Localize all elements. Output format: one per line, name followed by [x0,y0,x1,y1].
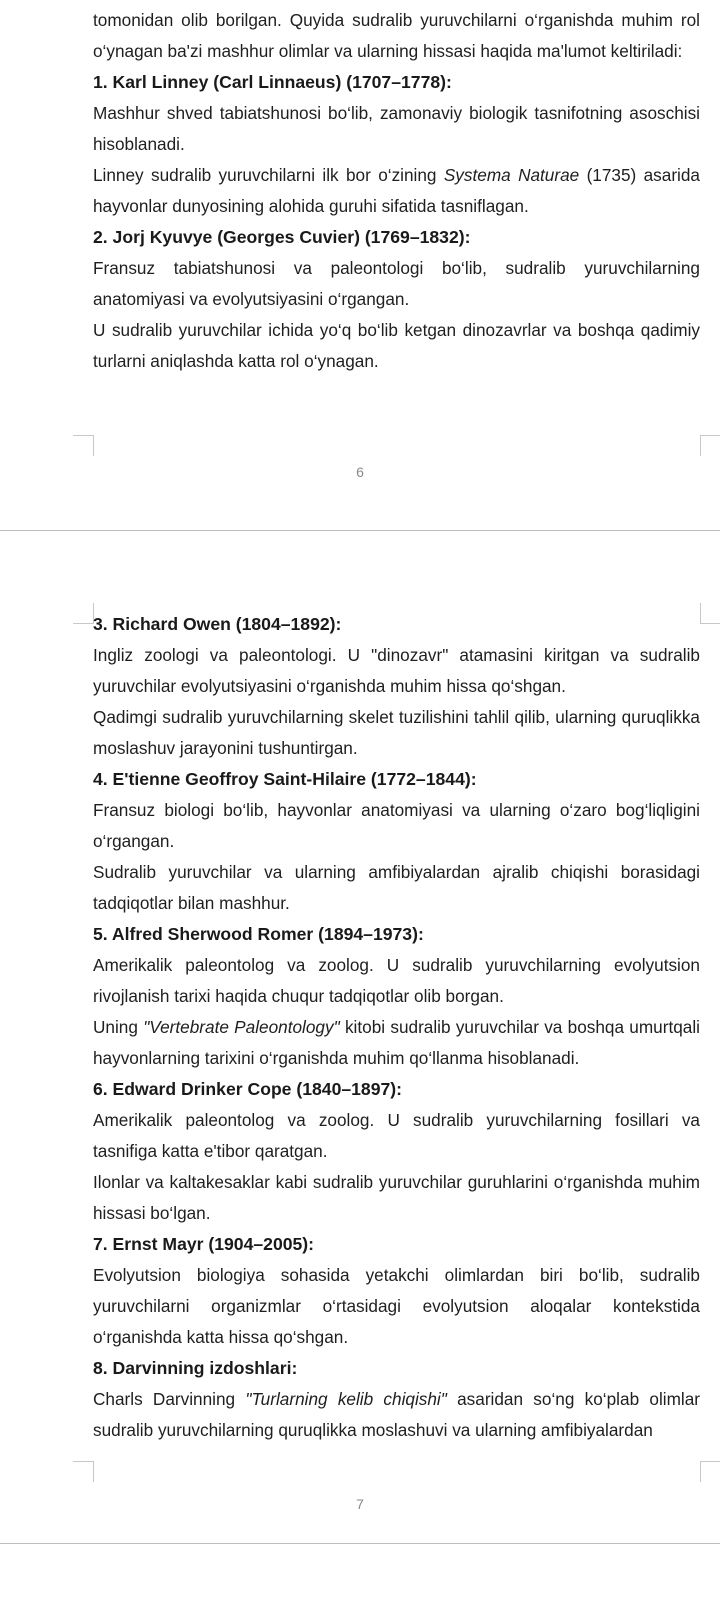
book-title: "Turlarning kelib chiqishi" [245,1389,447,1409]
page-number: 6 [356,464,364,480]
section-heading: 4. E'tienne Geoffroy Saint-Hilaire (1772–1844): [93,769,477,789]
body-paragraph: Amerikalik paleontolog va zoolog. U sudralib yuruvchilarning fosillari va tasnifiga katta e'tibor qaratgan. [93,1110,700,1161]
body-paragraph: Ilonlar va kaltakesaklar kabi sudralib yuruvchilar guruhlarini o‘rganishda muhim hissasi bo‘lgan. [93,1172,700,1223]
body-paragraph: Fransuz biologi bo‘lib, hayvonlar anatomiyasi va ularning o‘zaro bog‘liqligini o‘rgangan. [93,800,700,851]
page-7-text-block [93,609,700,1446]
body-paragraph: Qadimgi sudralib yuruvchilarning skelet tuzilishini tahlil qilib, ularning quruqlikka moslashuv jarayonini tushuntirgan. [93,707,700,758]
paragraph-text: asaridan so‘ng ko‘plab olimlar sudralib yuruvchilarning quruqlikka moslashuvi va ularning amfibiyalardan [93,1389,700,1440]
body-paragraph: Mashhur shved tabiatshunosi bo‘lib, zamonaviy biologik tasnifotning asoschisi hisoblanadi. [93,103,700,154]
section-heading: 5. Alfred Sherwood Romer (1894–1973): [93,924,424,944]
paragraph-text: kitobi sudralib yuruvchilar va boshqa umurtqali hayvonlarning tarixini o‘rganishda muhim qo‘llanma hisoblanadi. [93,1017,700,1068]
section-heading: 8. Darvinning izdoshlari: [93,1358,298,1378]
margin-corner-mark [73,435,94,456]
body-paragraph [93,160,700,222]
section-heading: 1. Karl Linney (Carl Linnaeus) (1707–1778): [93,72,452,92]
page-number: 7 [356,1496,364,1512]
page-separator [0,1543,720,1544]
document-page-6 [0,0,720,530]
paragraph-text: Linney sudralib yuruvchilarni ilk bor o‘zining [93,165,444,185]
section-heading: 6. Edward Drinker Cope (1840–1897): [93,1079,402,1099]
body-paragraph [93,1384,700,1446]
section-heading: 2. Jorj Kyuvye (Georges Cuvier) (1769–1832): [93,227,471,247]
margin-corner-mark [700,435,720,456]
body-paragraph: U sudralib yuruvchilar ichida yo‘q bo‘lib ketgan dinozavrlar va boshqa qadimiy turlarni aniqlashda katta rol o‘ynagan. [93,320,700,371]
document-page-7 [0,531,720,1543]
margin-corner-mark [700,603,720,624]
body-paragraph [93,1012,700,1074]
book-title: Systema Naturae [443,165,580,185]
body-paragraph: Amerikalik paleontolog va zoolog. U sudralib yuruvchilarning evolyutsion rivojlanish tarixi haqida chuqur tadqiqotlar olib borgan. [93,955,700,1006]
margin-corner-mark [73,603,94,624]
paragraph-text: Charls Darvinning [93,1389,246,1409]
body-paragraph: tomonidan olib borilgan. Quyida sudralib yuruvchilarni o‘rganishda muhim rol o‘ynagan ba'zi mashhur olimlar va ularning hissasi haqida ma'lumot keltiriladi: [93,10,700,61]
paragraph-text: Uning [93,1017,144,1037]
section-heading: 7. Ernst Mayr (1904–2005): [93,1234,315,1254]
margin-corner-mark [73,1461,94,1482]
margin-corner-mark [700,1461,720,1482]
section-heading: 3. Richard Owen (1804–1892): [93,614,342,634]
body-paragraph: Fransuz tabiatshunosi va paleontologi bo‘lib, sudralib yuruvchilarning anatomiyasi va evolyutsiyasini o‘rgangan. [93,258,700,309]
book-title: "Vertebrate Paleontology" [143,1017,340,1037]
body-paragraph: Ingliz zoologi va paleontologi. U "dinozavr" atamasini kiritgan va sudralib yuruvchilar evolyutsiyasini o‘rganishda muhim hissa qo‘shgan. [93,645,700,696]
page-6-text-block [93,5,700,377]
body-paragraph: Sudralib yuruvchilar va ularning amfibiyalardan ajralib chiqishi borasidagi tadqiqotlar bilan mashhur. [93,862,700,913]
paragraph-text: (1735) asarida hayvonlar dunyosining alohida guruhi sifatida tasniflagan. [93,165,700,216]
body-paragraph: Evolyutsion biologiya sohasida yetakchi olimlardan biri bo‘lib, sudralib yuruvchilarni organizmlar o‘rtasidagi evolyutsion aloqalar kontekstida o‘rganishda katta hissa qo‘shgan. [93,1265,700,1347]
